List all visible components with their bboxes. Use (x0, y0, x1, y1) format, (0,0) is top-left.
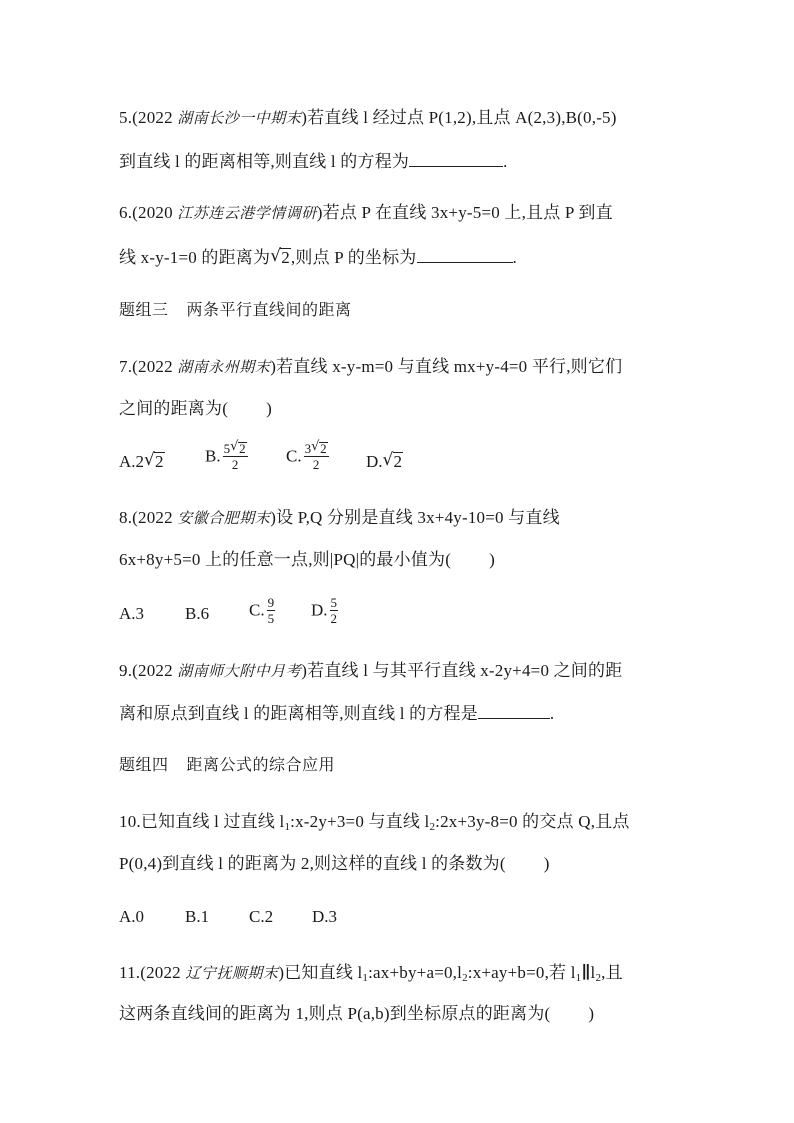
q7-line-2 (119, 399, 272, 419)
q7-option-c-num-coef: 3 (304, 441, 312, 456)
q5-line-2 (119, 150, 508, 172)
q7-option-a-label: A. (119, 452, 136, 471)
q6-stem-1: )若点 P 在直线 3x+y-5=0 上,且点 P 到直 (316, 203, 613, 222)
q11-sub-3: 1 (575, 972, 582, 984)
q6-stem-2: 线 x-y-1=0 的距离为 (119, 248, 271, 267)
q10-option-b[interactable]: B.1 (185, 907, 210, 926)
q11-parallel-symbol: ∥ (581, 963, 591, 982)
q7-option-b-label: B. (205, 446, 221, 466)
q10-stem-a: 10.已知直线 l 过直线 l (119, 812, 285, 831)
q11-sub-1: 1 (362, 972, 369, 984)
q7-number: 7.(2022 (119, 357, 178, 376)
q11-number: 11.(2022 (119, 963, 186, 982)
q8-line-1 (119, 508, 560, 528)
q8-option-c-fraction (267, 596, 276, 625)
q8-option-c-den: 5 (267, 611, 275, 626)
group4-heading (119, 755, 335, 775)
q7-option-a-sqrt (145, 452, 165, 472)
q8-option-a[interactable]: A.3 (119, 604, 145, 623)
q11-stem-b: :ax+by+a=0,l (368, 963, 463, 982)
q7-option-c-label: C. (286, 446, 302, 466)
q7-option-d[interactable] (366, 452, 403, 472)
q7-option-c[interactable] (286, 442, 331, 471)
q8-option-d[interactable] (311, 596, 340, 625)
q5-stem-2: 到直线 l 的距离相等,则直线 l 的方程为 (119, 152, 410, 171)
q8-line-2 (119, 550, 495, 570)
q9-end-punct: . (549, 704, 555, 723)
group3-title: 两条平行直线间的距离 (186, 300, 352, 319)
q6-answer-blank[interactable] (417, 246, 513, 263)
q8-option-c[interactable] (249, 596, 277, 625)
group4-label: 题组四 (119, 755, 169, 774)
q7-option-d-sqrt (384, 452, 404, 472)
q10-paren-close: ) (543, 854, 550, 873)
q10-option-c[interactable]: C.2 (249, 907, 274, 926)
q7-line-1 (119, 357, 622, 377)
q11-stem-e: ,且 (601, 963, 623, 982)
q5-end-punct: . (503, 152, 508, 171)
q7-option-d-radicand: 2 (393, 452, 403, 471)
q6-number: 6.(2020 (119, 203, 178, 222)
q9-line-1 (119, 661, 622, 681)
q11-sub-2: 2 (462, 972, 468, 984)
q5-stem-1: )若直线 l 经过点 P(1,2),且点 A(2,3),B(0,-5) (301, 108, 617, 127)
group3-label: 题组三 (119, 300, 169, 319)
q10-sub-1: 1 (284, 821, 291, 833)
q8-option-d-fraction (330, 596, 339, 625)
q7-option-d-label: D. (366, 452, 383, 471)
q10-option-a[interactable]: A.0 (119, 907, 145, 926)
q8-option-d-num: 5 (330, 595, 338, 610)
q11-stem-2: 这两条直线间的距离为 1,则点 P(a,b)到坐标原点的距离为( (119, 1004, 551, 1023)
q7-option-b[interactable] (205, 442, 250, 471)
q9-answer-blank[interactable] (478, 702, 550, 719)
q9-number: 9.(2022 (119, 661, 178, 680)
q7-option-b-num-coef: 5 (223, 441, 231, 456)
q7-source: 湖南永州期末 (177, 358, 271, 376)
q10-stem-b: :x-2y+3=0 与直线 l (290, 812, 430, 831)
q8-stem-1: )设 P,Q 分别是直线 3x+4y-10=0 与直线 (270, 508, 560, 527)
q11-sub-4: 2 (595, 972, 602, 984)
q5-source: 湖南长沙一中期末 (177, 109, 302, 127)
q7-option-b-num-radicand: 2 (239, 441, 246, 456)
q11-source: 辽宁抚顺期末 (185, 964, 279, 982)
q6-source: 江苏连云港学情调研 (177, 204, 317, 222)
q11-stem-a: )已知直线 l (278, 963, 363, 982)
q11-stem-d: l (590, 963, 596, 982)
q11-line-2 (119, 1004, 594, 1024)
q7-stem-1: )若直线 x-y-m=0 与直线 mx+y-4=0 平行,则它们 (270, 357, 623, 376)
q6-sqrt-radicand: 2 (281, 248, 290, 267)
q6-line-1 (119, 203, 613, 223)
q10-stem-2: P(0,4)到直线 l 的距离为 2,则这样的直线 l 的条数为( (119, 854, 506, 873)
q11-paren-close: ) (588, 1004, 595, 1023)
q9-source: 湖南师大附中月考 (177, 662, 302, 680)
q9-line-2 (119, 702, 554, 724)
q10-option-d[interactable]: D.3 (312, 907, 338, 926)
q7-paren-close: ) (266, 399, 272, 418)
q5-number: 5.(2022 (119, 108, 178, 127)
q8-option-d-label: D. (311, 600, 328, 620)
q6-end-punct: . (512, 248, 517, 267)
group4-title: 距离公式的综合应用 (186, 755, 336, 774)
q7-option-a[interactable] (119, 452, 165, 472)
q9-stem-1: )若直线 l 与其平行直线 x-2y+4=0 之间的距 (301, 661, 623, 680)
q7-option-a-radicand: 2 (155, 452, 164, 471)
q10-line-1 (119, 812, 630, 837)
q7-option-c-den: 2 (312, 457, 320, 472)
q11-stem-c: :x+ay+b=0,若 l (467, 963, 576, 982)
q8-option-c-label: C. (249, 600, 265, 620)
q5-line-1 (119, 108, 617, 128)
q6-line-2 (119, 246, 517, 268)
q7-option-b-den: 2 (231, 457, 239, 472)
q7-option-c-fraction (304, 442, 329, 471)
q6-sqrt (271, 248, 291, 268)
q11-line-1 (119, 963, 623, 988)
q7-stem-2: 之间的距离为( (119, 399, 229, 418)
q5-answer-blank[interactable] (409, 150, 503, 167)
q7-option-c-num-radicand: 2 (320, 441, 327, 456)
q10-sub-2: 2 (429, 821, 436, 833)
q8-source: 安徽合肥期末 (177, 509, 271, 527)
q8-option-d-den: 2 (330, 611, 338, 626)
q8-number: 8.(2022 (119, 508, 178, 527)
q8-option-c-num: 9 (267, 595, 275, 610)
q7-option-a-coef: 2 (135, 452, 145, 471)
q9-stem-2: 离和原点到直线 l 的距离相等,则直线 l 的方程是 (119, 704, 478, 723)
q8-paren-close: ) (489, 550, 495, 569)
q6-stem-3: ,则点 P 的坐标为 (290, 248, 417, 267)
q8-option-b[interactable]: B.6 (185, 604, 210, 623)
q7-option-b-fraction (223, 442, 248, 471)
group3-heading (119, 300, 352, 320)
q8-stem-2: 6x+8y+5=0 上的任意一点,则|PQ|的最小值为( (119, 550, 452, 569)
q10-stem-c: :2x+3y-8=0 的交点 Q,且点 (435, 812, 630, 831)
q10-line-2 (119, 854, 550, 874)
